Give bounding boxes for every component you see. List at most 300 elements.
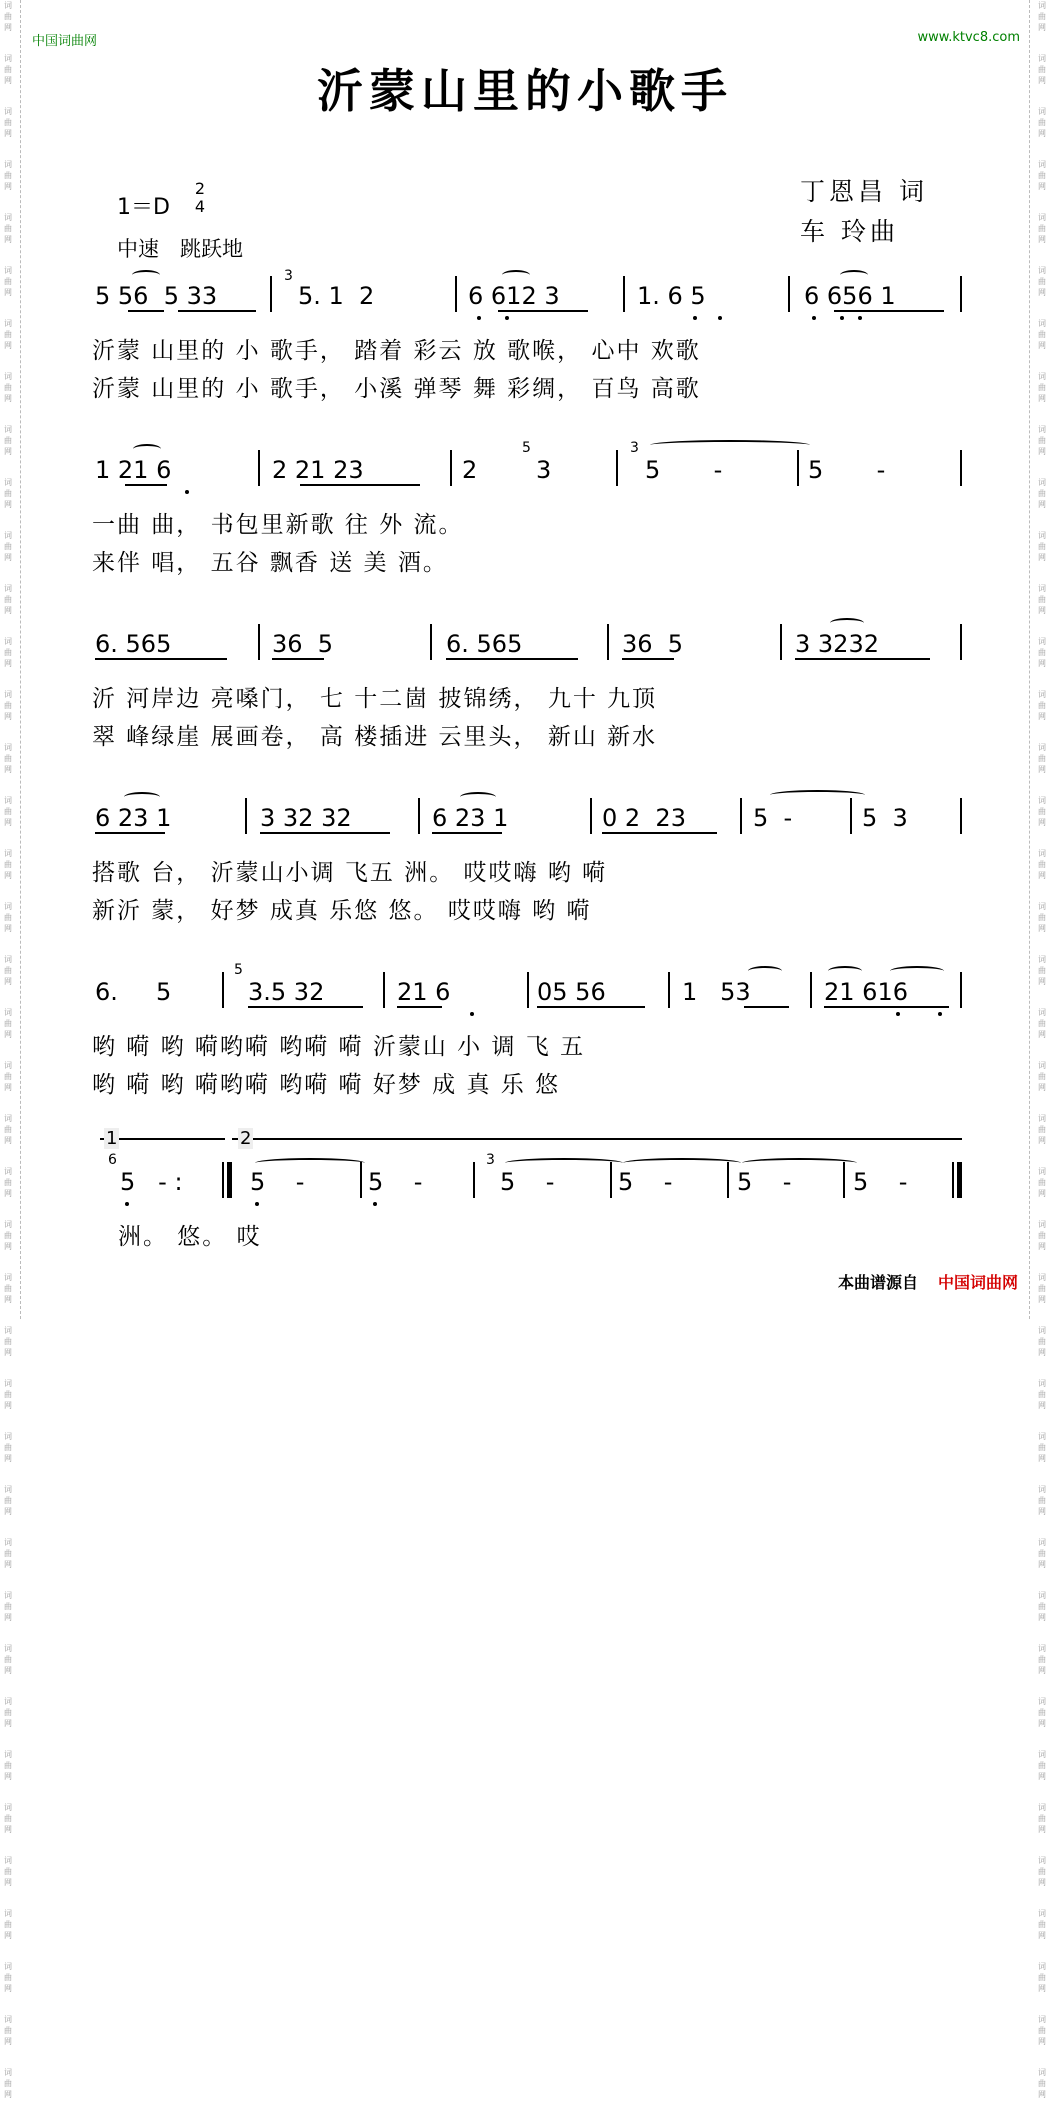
watermark-char: 网 (1038, 394, 1046, 403)
watermark-char: 词 (1038, 1962, 1046, 1971)
notation: 36 5 (622, 630, 684, 658)
beam (128, 310, 164, 312)
watermark-char: 网 (4, 76, 12, 85)
watermark-char: 词 (1038, 1273, 1046, 1282)
beam (397, 1006, 442, 1008)
watermark-char: 曲 (1038, 1920, 1046, 1929)
watermark-char: 曲 (1038, 2026, 1046, 2035)
watermark-char: 网 (1038, 1984, 1046, 1993)
watermark-char: 曲 (4, 436, 12, 445)
watermark-char: 曲 (1038, 1867, 1046, 1876)
watermark-char: 词 (1038, 1167, 1046, 1176)
watermark-char: 网 (1038, 2090, 1046, 2099)
watermark-char: 曲 (4, 1973, 12, 1982)
watermark-char: 网 (1038, 871, 1046, 880)
watermark-char: 词 (1038, 1008, 1046, 1017)
watermark-char: 词 (1038, 690, 1046, 699)
lyric-verse-1: 搭歌 台， 沂蒙山小调 飞五 洲。 哎哎嗨 哟 嗬 (92, 860, 608, 886)
notation: 6. 565 (95, 630, 172, 658)
watermark-char: 词 (1038, 1220, 1046, 1229)
watermark-char: 网 (4, 394, 12, 403)
watermark-char: 曲 (4, 913, 12, 922)
watermark-char: 曲 (4, 330, 12, 339)
beam (260, 832, 390, 834)
watermark-char: 曲 (4, 807, 12, 816)
watermark-char: 网 (1038, 447, 1046, 456)
watermark-char: 曲 (4, 701, 12, 710)
watermark-char: 词 (1038, 1750, 1046, 1759)
watermark-char: 网 (4, 553, 12, 562)
watermark-char: 网 (4, 1931, 12, 1940)
watermark-char: 词 (4, 319, 12, 328)
watermark-char: 词 (4, 584, 12, 593)
lyric-verse-1: 沂蒙 山里的 小 歌手， 踏着 彩云 放 歌喉， 心中 欢歌 (92, 338, 701, 364)
beam (95, 658, 227, 660)
watermark-char: 网 (4, 1030, 12, 1039)
lyric-verse-2: 来伴 唱， 五谷 飘香 送 美 酒。 (92, 550, 448, 576)
slur (890, 966, 944, 976)
watermark-char: 词 (1038, 849, 1046, 858)
watermark-char: 曲 (1038, 1655, 1046, 1664)
watermark-char: 曲 (1038, 1072, 1046, 1081)
watermark-char: 曲 (4, 1496, 12, 1505)
watermark-char: 曲 (1038, 913, 1046, 922)
watermark-char: 网 (4, 1295, 12, 1304)
watermark-char: 词 (4, 1485, 12, 1494)
watermark-char: 网 (1038, 1295, 1046, 1304)
notation: 5 - (753, 804, 793, 832)
watermark-char: 曲 (1038, 383, 1046, 392)
watermark-char: 曲 (4, 118, 12, 127)
watermark-char: 网 (1038, 1825, 1046, 1834)
watermark-char: 网 (4, 712, 12, 721)
low-octave-dot (255, 1202, 259, 1206)
watermark-char: 曲 (4, 383, 12, 392)
watermark-char: 词 (4, 1538, 12, 1547)
watermark-char: 曲 (1038, 2079, 1046, 2088)
notation-line-1: 5 56 5 33 (95, 282, 218, 310)
grace-note: 3 (630, 440, 639, 456)
watermark-char: 曲 (4, 860, 12, 869)
barline (810, 972, 812, 1008)
barline (450, 450, 452, 486)
beam (446, 658, 578, 660)
watermark-char: 曲 (1038, 1496, 1046, 1505)
watermark-char: 网 (4, 659, 12, 668)
barline (960, 972, 962, 1008)
watermark-char: 曲 (4, 1125, 12, 1134)
watermark-char: 曲 (4, 171, 12, 180)
watermark-char: 曲 (1038, 1549, 1046, 1558)
barline (797, 450, 799, 486)
watermark-char: 曲 (4, 1284, 12, 1293)
beam (248, 1006, 363, 1008)
watermark-char: 词 (4, 531, 12, 540)
slur (748, 966, 782, 976)
grace-note: 3 (486, 1152, 495, 1168)
low-octave-dot (505, 316, 509, 320)
watermark-char: 网 (1038, 553, 1046, 562)
notation: 5 - (250, 1168, 305, 1196)
barline (740, 798, 742, 834)
watermark-char: 曲 (1038, 754, 1046, 763)
low-octave-dot (373, 1202, 377, 1206)
tie (742, 1158, 857, 1168)
beam (602, 832, 717, 834)
notation: 3 (536, 456, 552, 484)
watermark-char: 网 (4, 2090, 12, 2099)
notation: 5 - (500, 1168, 555, 1196)
meter-top: 2 (194, 179, 206, 198)
beam (272, 658, 324, 660)
barline (788, 276, 790, 312)
barline (960, 276, 962, 312)
watermark-char: 曲 (4, 966, 12, 975)
low-octave-dot (185, 490, 189, 494)
barline (270, 276, 272, 312)
slur (502, 270, 530, 280)
watermark-char: 词 (4, 1697, 12, 1706)
watermark-char: 曲 (1038, 1973, 1046, 1982)
watermark-char: 词 (1038, 372, 1046, 381)
watermark-char: 词 (1038, 1061, 1046, 1070)
watermark-char: 曲 (4, 1337, 12, 1346)
notation: 5 - (368, 1168, 423, 1196)
lyric-verse-2: 新沂 蒙， 好梦 成真 乐悠 悠。 哎哎嗨 哟 嗬 (92, 898, 592, 924)
watermark-char: 曲 (4, 1708, 12, 1717)
watermark-char: 网 (4, 500, 12, 509)
notation: 1. 6 5 (637, 282, 706, 310)
low-octave-dot (896, 1012, 900, 1016)
beam (622, 658, 674, 660)
watermark-char: 曲 (4, 754, 12, 763)
left-margin-line (20, 0, 21, 1319)
watermark-char: 词 (1038, 107, 1046, 116)
beam (498, 310, 588, 312)
grace-note: 5 (234, 962, 243, 978)
barline (455, 276, 457, 312)
low-octave-dot (693, 316, 697, 320)
watermark-char: 词 (1038, 1114, 1046, 1123)
site-name-link[interactable]: 中国词曲网 (32, 34, 98, 49)
watermark-char: 曲 (4, 1019, 12, 1028)
watermark-char: 曲 (1038, 1337, 1046, 1346)
watermark-char: 曲 (1038, 1284, 1046, 1293)
watermark-char: 词 (4, 54, 12, 63)
watermark-char: 词 (1038, 478, 1046, 487)
watermark-char: 词 (4, 1008, 12, 1017)
notation: 5 - (808, 456, 886, 484)
lyricist-credit: 丁恩昌 词 (800, 177, 928, 206)
watermark-char: 网 (1038, 76, 1046, 85)
site-url-link[interactable]: www.ktvc8.com (917, 30, 1020, 45)
watermark-char: 网 (1038, 659, 1046, 668)
watermark-char: 网 (1038, 1878, 1046, 1887)
watermark-char: 网 (1038, 1613, 1046, 1622)
watermark-char: 曲 (4, 1920, 12, 1929)
watermark-char: 网 (1038, 129, 1046, 138)
repeat-barline-thick (227, 1162, 232, 1198)
watermark-char: 词 (4, 425, 12, 434)
watermark-char: 词 (4, 478, 12, 487)
low-octave-dot (812, 316, 816, 320)
watermark-char: 网 (1038, 1931, 1046, 1940)
barline (607, 624, 609, 660)
watermark-char: 曲 (1038, 1814, 1046, 1823)
slur (840, 270, 868, 280)
watermark-char: 曲 (1038, 489, 1046, 498)
footer-source (838, 1270, 1018, 1293)
watermark-char: 网 (4, 1083, 12, 1092)
watermark-char: 网 (1038, 1083, 1046, 1092)
watermark-char: 曲 (1038, 118, 1046, 127)
watermark-char: 网 (1038, 1507, 1046, 1516)
watermark-char: 词 (1038, 1644, 1046, 1653)
watermark-char: 词 (1038, 584, 1046, 593)
watermark-char: 词 (4, 2068, 12, 2077)
watermark-char: 网 (1038, 1666, 1046, 1675)
tie (650, 440, 810, 450)
low-octave-dot (840, 316, 844, 320)
watermark-char: 网 (4, 341, 12, 350)
watermark-char: 网 (4, 818, 12, 827)
watermark-char: 网 (1038, 924, 1046, 933)
barline (245, 798, 247, 834)
watermark-char: 词 (1038, 160, 1046, 169)
watermark-char: 网 (4, 871, 12, 880)
watermark-char: 网 (1038, 1560, 1046, 1569)
watermark-char: 词 (4, 372, 12, 381)
watermark-char: 曲 (1038, 1178, 1046, 1187)
watermark-char: 词 (4, 637, 12, 646)
barline (668, 972, 670, 1008)
watermark-char: 网 (1038, 235, 1046, 244)
watermark-char: 曲 (1038, 171, 1046, 180)
watermark-char: 网 (1038, 765, 1046, 774)
watermark-char: 词 (1038, 425, 1046, 434)
barline (527, 972, 529, 1008)
watermark-char: 词 (4, 1803, 12, 1812)
notation: 6 612 3 (468, 282, 560, 310)
notation: 21 616 (824, 978, 908, 1006)
notation: 2 (462, 456, 478, 484)
notation: 6. 565 (446, 630, 523, 658)
watermark-char: 词 (1038, 1379, 1046, 1388)
watermark-char: 曲 (4, 1072, 12, 1081)
watermark-char: 网 (4, 1613, 12, 1622)
notation: 5 - (645, 456, 723, 484)
tie (505, 1158, 623, 1168)
watermark-char: 网 (4, 2037, 12, 2046)
beam (432, 832, 502, 834)
watermark-char: 曲 (1038, 701, 1046, 710)
watermark-char: 词 (4, 1432, 12, 1441)
left-watermark (2, 0, 14, 2099)
lyric-verse-2: 翠 峰绿崖 展画卷， 高 楼插进 云里头， 新山 新水 (92, 724, 658, 750)
barline (383, 972, 385, 1008)
slur (133, 444, 161, 454)
slur (828, 966, 862, 976)
notation: 3.5 32 (248, 978, 325, 1006)
watermark-char: 词 (1038, 955, 1046, 964)
watermark-char: 词 (4, 690, 12, 699)
watermark-char: 词 (4, 1750, 12, 1759)
notation: 0 2 23 (602, 804, 686, 832)
watermark-char: 曲 (1038, 542, 1046, 551)
grace-note: 6 (108, 1152, 117, 1168)
beam (178, 310, 256, 312)
lyric-verse-2: 沂蒙 山里的 小 歌手， 小溪 弹琴 舞 彩绸， 百鸟 高歌 (92, 376, 701, 402)
watermark-char: 曲 (1038, 224, 1046, 233)
notation: 5 3 (862, 804, 908, 832)
watermark-char: 词 (4, 1856, 12, 1865)
watermark-char: 曲 (4, 1443, 12, 1452)
watermark-char: 词 (1038, 1432, 1046, 1441)
watermark-char: 词 (1038, 531, 1046, 540)
notation: 1 21 6 (95, 456, 172, 484)
footer-site-link[interactable]: 中国词曲网 (937, 1273, 1018, 1292)
watermark-char: 曲 (4, 1231, 12, 1240)
beam (744, 1006, 789, 1008)
grace-note: 5 (522, 440, 531, 456)
notation: 5 - (853, 1168, 908, 1196)
slur (124, 792, 160, 802)
watermark-char: 词 (4, 1379, 12, 1388)
watermark-char: 网 (4, 1560, 12, 1569)
key-signature: 1＝D (117, 195, 170, 220)
watermark-char: 词 (1038, 1538, 1046, 1547)
watermark-char: 曲 (4, 1178, 12, 1187)
watermark-char: 曲 (1038, 1125, 1046, 1134)
watermark-char: 曲 (1038, 1708, 1046, 1717)
watermark-char: 网 (1038, 977, 1046, 986)
watermark-char: 网 (1038, 1030, 1046, 1039)
watermark-char: 网 (4, 1242, 12, 1251)
watermark-char: 网 (4, 447, 12, 456)
watermark-char: 词 (1038, 2068, 1046, 2077)
watermark-char: 曲 (1038, 648, 1046, 657)
watermark-char: 曲 (4, 648, 12, 657)
watermark-char: 网 (1038, 1348, 1046, 1357)
watermark-char: 网 (1038, 712, 1046, 721)
watermark-char: 词 (4, 2015, 12, 2024)
watermark-char: 词 (4, 955, 12, 964)
barline (960, 450, 962, 486)
watermark-char: 网 (4, 1454, 12, 1463)
lyric-verse-1: 沂 河岸边 亮嗓门， 七 十二崮 披锦绣， 九十 九顶 (92, 686, 658, 712)
watermark-char: 网 (1038, 606, 1046, 615)
notation: 05 56 (537, 978, 606, 1006)
watermark-char: 曲 (4, 2079, 12, 2088)
watermark-char: 曲 (1038, 1443, 1046, 1452)
watermark-char: 网 (4, 924, 12, 933)
second-ending-number: 2 (240, 1128, 252, 1149)
watermark-char: 网 (4, 1984, 12, 1993)
watermark-char: 网 (4, 1772, 12, 1781)
watermark-char: 曲 (4, 224, 12, 233)
watermark-char: 网 (4, 288, 12, 297)
watermark-char: 曲 (4, 1602, 12, 1611)
watermark-char: 曲 (4, 1867, 12, 1876)
time-signature (190, 180, 210, 216)
watermark-char: 词 (4, 849, 12, 858)
beam (300, 484, 420, 486)
watermark-char: 词 (4, 1273, 12, 1282)
watermark-char: 曲 (1038, 330, 1046, 339)
watermark-char: 网 (1038, 1719, 1046, 1728)
final-barline-thick (957, 1162, 962, 1198)
watermark-char: 词 (1038, 1856, 1046, 1865)
notation: 1 53 (682, 978, 751, 1006)
watermark-char: 网 (4, 1666, 12, 1675)
watermark-char: 曲 (1038, 65, 1046, 74)
barline (623, 276, 625, 312)
notation: 36 5 (272, 630, 334, 658)
watermark-char: 网 (4, 606, 12, 615)
watermark-char: 曲 (1038, 966, 1046, 975)
watermark-char: 词 (1038, 1326, 1046, 1335)
watermark-char: 词 (1038, 796, 1046, 805)
watermark-char: 网 (1038, 1189, 1046, 1198)
watermark-char: 曲 (1038, 1602, 1046, 1611)
notation: 6. 5 (95, 978, 172, 1006)
watermark-char: 词 (1038, 902, 1046, 911)
watermark-char: 曲 (4, 489, 12, 498)
watermark-char: 词 (1038, 54, 1046, 63)
meter-bottom: 4 (194, 197, 206, 216)
watermark-char: 网 (4, 1719, 12, 1728)
watermark-char: 网 (4, 1878, 12, 1887)
barline (850, 798, 852, 834)
barline (258, 624, 260, 660)
watermark-char: 词 (1038, 266, 1046, 275)
watermark-char: 网 (1038, 23, 1046, 32)
watermark-char: 曲 (1038, 1390, 1046, 1399)
watermark-char: 词 (1038, 319, 1046, 328)
watermark-char: 曲 (4, 1761, 12, 1770)
watermark-char: 曲 (1038, 807, 1046, 816)
low-octave-dot (718, 316, 722, 320)
watermark-char: 曲 (1038, 12, 1046, 21)
watermark-char: 词 (4, 1909, 12, 1918)
barline (590, 798, 592, 834)
watermark-char: 曲 (4, 1390, 12, 1399)
barline (960, 624, 962, 660)
watermark-char: 词 (4, 107, 12, 116)
right-watermark (1036, 0, 1048, 2099)
watermark-char: 网 (1038, 818, 1046, 827)
low-octave-dot (858, 316, 862, 320)
barline (780, 624, 782, 660)
slur (460, 792, 496, 802)
watermark-char: 网 (1038, 341, 1046, 350)
watermark-char: 词 (4, 1167, 12, 1176)
notation: 6 23 1 (95, 804, 172, 832)
tie (770, 790, 865, 800)
watermark-char: 曲 (4, 1549, 12, 1558)
watermark-char: 网 (4, 129, 12, 138)
barline (616, 450, 618, 486)
barline (258, 450, 260, 486)
watermark-char: 网 (1038, 1401, 1046, 1410)
watermark-char: 词 (4, 266, 12, 275)
watermark-char: 曲 (4, 2026, 12, 2035)
watermark-char: 曲 (4, 595, 12, 604)
beam (95, 832, 165, 834)
second-ending-bracket (232, 1138, 962, 1140)
lyric-verse-1: 一曲 曲， 书包里新歌 往 外 流。 (92, 512, 464, 538)
watermark-char: 词 (4, 743, 12, 752)
